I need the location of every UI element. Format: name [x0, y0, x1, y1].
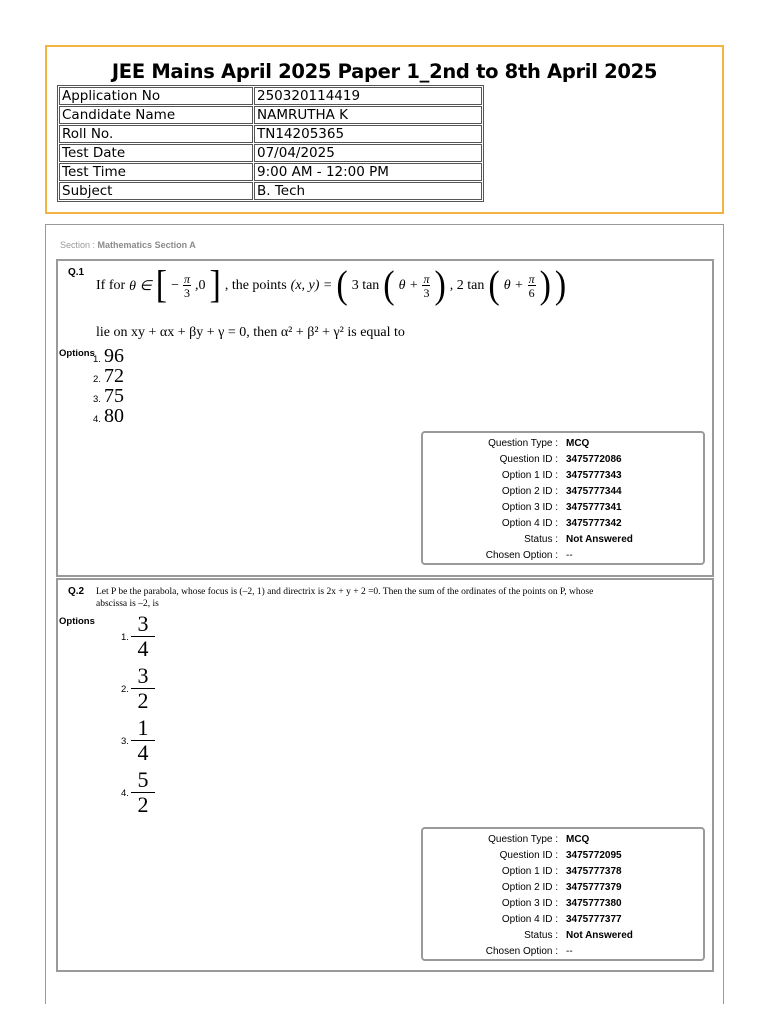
info-value: TN14205365 — [254, 125, 482, 143]
meta-key: Chosen Option : — [485, 946, 558, 957]
meta-value: 3475777342 — [566, 518, 622, 529]
option-2 — [121, 664, 155, 713]
question-meta-box — [421, 827, 705, 961]
candidate-info-table — [57, 85, 484, 202]
option-number: 3. — [121, 736, 129, 747]
option-number: 1. — [121, 632, 129, 643]
meta-row-type — [423, 438, 703, 454]
meta-key: Option 1 ID : — [501, 866, 558, 877]
candidate-info-card — [45, 45, 724, 214]
section-prefix: Section : — [60, 240, 96, 250]
info-value: 9:00 AM - 12:00 PM — [254, 163, 482, 181]
meta-value: 3475772095 — [566, 850, 622, 861]
meta-key: Option 4 ID : — [501, 518, 558, 529]
denominator: 2 — [137, 792, 149, 817]
question-stem-line2: lie on xy + αx + βy + γ = 0, then α² + β² + γ² is equal to — [96, 325, 405, 340]
meta-key: Question Type : — [488, 834, 558, 845]
paren-open: ( — [488, 264, 500, 307]
meta-row-question-id — [423, 454, 703, 470]
question-meta-box — [421, 431, 705, 565]
denominator: 4 — [137, 636, 149, 661]
meta-key: Status : — [524, 534, 558, 545]
option-number: 2. — [121, 684, 129, 695]
meta-row-option2-id — [423, 486, 703, 502]
meta-row-question-id — [423, 850, 703, 866]
meta-row-chosen-option — [423, 550, 703, 566]
option-1 — [121, 612, 155, 661]
paren-close: ) — [539, 264, 551, 307]
section-label — [60, 240, 196, 250]
denominator: 4 — [137, 740, 149, 765]
fraction — [422, 273, 430, 299]
meta-value: -- — [566, 946, 573, 957]
meta-key: Question ID : — [499, 454, 558, 465]
option-value: 75 — [103, 385, 124, 407]
meta-value: -- — [566, 550, 573, 561]
meta-value: 3475777343 — [566, 470, 622, 481]
options-label: Options — [59, 616, 95, 627]
info-label: Subject — [59, 182, 253, 200]
meta-row-option4-id — [423, 914, 703, 930]
meta-row-status — [423, 930, 703, 946]
meta-value: 3475777377 — [566, 914, 622, 925]
meta-key: Option 3 ID : — [501, 898, 558, 909]
meta-key: Option 1 ID : — [501, 470, 558, 481]
option-fraction — [131, 716, 155, 765]
table-row — [59, 182, 482, 200]
meta-value: 3475777378 — [566, 866, 622, 877]
meta-value: Not Answered — [566, 534, 633, 545]
question-number: Q.2 — [68, 586, 85, 597]
stem-text: θ ∈ — [129, 278, 152, 294]
bracket-close: ] — [209, 264, 221, 307]
meta-row-chosen-option — [423, 946, 703, 962]
paren-close: ) — [554, 264, 567, 307]
paren-open: ( — [383, 264, 395, 307]
fraction — [183, 273, 191, 299]
question-stem-line1 — [96, 264, 567, 307]
meta-row-option1-id — [423, 866, 703, 882]
question-card-1 — [56, 259, 714, 577]
stem-text: θ + — [503, 278, 524, 293]
info-value: 250320114419 — [254, 87, 482, 105]
stem-text: 3 tan — [351, 278, 380, 293]
meta-key: Status : — [524, 930, 558, 941]
question-number: Q.1 — [68, 267, 85, 278]
table-row — [59, 163, 482, 181]
info-label: Test Date — [59, 144, 253, 162]
denominator: 3 — [183, 286, 190, 300]
info-value: NAMRUTHA K — [254, 106, 482, 124]
numerator: π — [528, 272, 535, 286]
meta-row-option4-id — [423, 518, 703, 534]
section-panel — [45, 224, 724, 1004]
meta-key: Option 3 ID : — [501, 502, 558, 513]
option-value: 72 — [103, 365, 124, 387]
meta-row-option3-id — [423, 502, 703, 518]
options-label: Options — [59, 348, 95, 359]
meta-key: Option 2 ID : — [501, 486, 558, 497]
numerator: 3 — [137, 663, 149, 688]
option-number: 2. — [93, 374, 101, 385]
option-fraction — [131, 612, 155, 661]
meta-value: 3475777379 — [566, 882, 622, 893]
option-number: 1. — [93, 354, 101, 365]
paren-open: ( — [336, 264, 348, 307]
meta-row-option2-id — [423, 882, 703, 898]
meta-value: 3475772086 — [566, 454, 622, 465]
meta-row-option3-id — [423, 898, 703, 914]
option-fraction — [131, 768, 155, 817]
numerator: 5 — [137, 767, 149, 792]
numerator: π — [183, 272, 190, 286]
numerator: π — [423, 272, 430, 286]
option-4 — [93, 405, 124, 428]
question-stem: Let P be the parabola, whose focus is (–2, 1) and directrix is 2x + y + 2 =0. Then the sum of the ordinates of the points on P, whose abscissa is –2, is — [96, 587, 594, 609]
bracket-open: [ — [155, 264, 168, 307]
table-row — [59, 144, 482, 162]
stem-text: (x, y) = — [290, 278, 333, 293]
meta-value: MCQ — [566, 834, 590, 845]
table-row — [59, 87, 482, 105]
stem-text: , 2 tan — [449, 278, 485, 293]
meta-key: Option 2 ID : — [501, 882, 558, 893]
denominator: 2 — [137, 688, 149, 713]
table-row — [59, 106, 482, 124]
denominator: 3 — [423, 286, 430, 300]
question-card-2 — [56, 578, 714, 972]
option-value: 80 — [103, 405, 124, 427]
stem-text: , the points — [224, 278, 287, 293]
meta-key: Chosen Option : — [485, 550, 558, 561]
meta-row-status — [423, 534, 703, 550]
fraction — [528, 273, 536, 299]
option-number: 3. — [93, 394, 101, 405]
meta-key: Option 4 ID : — [501, 914, 558, 925]
meta-value: MCQ — [566, 438, 590, 449]
numerator: 3 — [137, 611, 149, 636]
option-number: 4. — [93, 414, 101, 425]
meta-row-type — [423, 834, 703, 850]
info-label: Candidate Name — [59, 106, 253, 124]
info-label: Roll No. — [59, 125, 253, 143]
table-row — [59, 125, 482, 143]
page-title: JEE Mains April 2025 Paper 1_2nd to 8th April 2025 — [111, 60, 658, 83]
info-label: Application No — [59, 87, 253, 105]
option-3 — [121, 716, 155, 765]
meta-value: Not Answered — [566, 930, 633, 941]
stem-text: ,0 — [194, 278, 206, 293]
option-number: 4. — [121, 788, 129, 799]
info-label: Test Time — [59, 163, 253, 181]
info-value: 07/04/2025 — [254, 144, 482, 162]
denominator: 6 — [528, 286, 535, 300]
info-value: B. Tech — [254, 182, 482, 200]
paren-close: ) — [434, 264, 446, 307]
meta-row-option1-id — [423, 470, 703, 486]
option-value: 96 — [103, 345, 124, 367]
numerator: 1 — [137, 715, 149, 740]
section-name: Mathematics Section A — [97, 240, 196, 250]
option-4 — [121, 768, 155, 817]
stem-text: θ + — [398, 278, 419, 293]
stem-text: If for — [96, 278, 126, 293]
stem-text: − — [171, 278, 179, 293]
option-fraction — [131, 664, 155, 713]
meta-value: 3475777344 — [566, 486, 622, 497]
meta-value: 3475777380 — [566, 898, 622, 909]
meta-key: Question Type : — [488, 438, 558, 449]
meta-key: Question ID : — [499, 850, 558, 861]
meta-value: 3475777341 — [566, 502, 622, 513]
